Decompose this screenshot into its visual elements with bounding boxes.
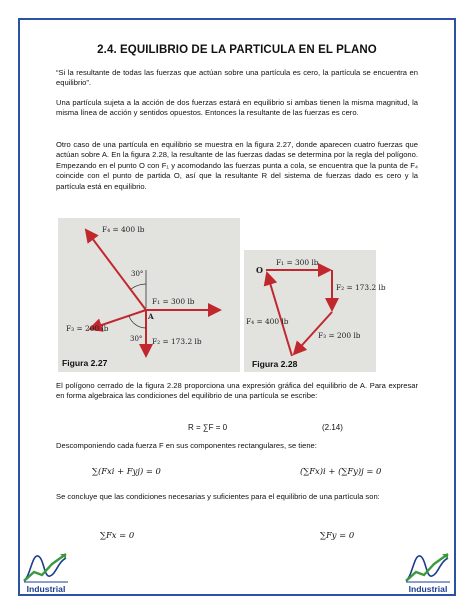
label-angle-top: 30° (131, 270, 144, 278)
section-title: 2.4. EQUILIBRIO DE LA PARTICULA EN EL PLANO (97, 44, 377, 56)
label-angle-bottom: 30° (130, 335, 143, 343)
polygon-label-f2: F₂ = 173.2 lb (336, 283, 386, 292)
logo-text-left: Industrial (26, 584, 66, 594)
polygon-label-f4: F₄ = 400 lb (246, 317, 289, 326)
chart-logo-icon (402, 548, 454, 584)
figure-2-28-caption: Figura 2.28 (252, 359, 298, 369)
angle-arc-bottom (129, 316, 146, 328)
polygon-label-f1: F₁ = 300 lb (276, 258, 319, 267)
figure-2-28 (244, 250, 386, 372)
label-f1: F₁ = 300 lb (152, 297, 195, 306)
label-f2: F₂ = 173.2 lb (152, 337, 202, 346)
equation-components-left: ∑(Fxi + Fyj) = 0 (92, 466, 161, 476)
industrial-logo-right (402, 548, 454, 594)
equation-main: R = ∑F = 0 (188, 423, 228, 432)
angle-arc-top (131, 284, 146, 289)
industrial-logo-left (20, 548, 72, 594)
chart-logo-icon (20, 548, 72, 584)
equation-components-right: (∑Fx)i + (∑Fy)j = 0 (300, 466, 382, 476)
polygon-label-f3: F₃ = 200 lb (318, 331, 361, 340)
label-point-a: A (148, 312, 154, 321)
label-origin-o: O (256, 265, 263, 275)
paragraph-figure-explanation: Otro caso de una partícula en equilibrio se muestra en la figura 2.27, donde aparecen cuatro fuerzas que actúan sobre A. En la figura 2.28, la resultante de las fuerzas dadas se determina por la regla del polígono. Empezando en el punto O con F₁ y acomodando las fuerzas punta a cola, se encuentra que la punta de F₄ coincide con el punto de partida O, así que la resultante R del sistema de fuerzas dado es cero y la partícula está en equilibrio. (56, 140, 418, 191)
equation-sum-fx: ∑Fx = 0 (100, 530, 135, 540)
equation-number: (2.14) (322, 423, 343, 432)
figure-2-27-diagram (58, 218, 240, 372)
paragraph-two-forces: Una partícula sujeta a la acción de dos fuerzas estará en equilibrio si ambas tienen la misma magnitud, la misma línea de acción y sentidos opuestos. Entonces la resultante de las fuerzas es cero. (56, 98, 418, 118)
equation-sum-fy: ∑Fy = 0 (320, 530, 355, 540)
figure-2-27-caption: Figura 2.27 (62, 358, 108, 368)
label-f4: F₄ = 400 lb (102, 225, 145, 234)
paragraph-definition: “Si la resultante de todas las fuerzas que actúan sobre una partícula es cero, la partícula se encuentra en equilibrio”. (56, 68, 418, 88)
paragraph-closed-polygon: El polígono cerrado de la figura 2.28 proporciona una expresión gráfica del equilibrio de A. Para expresar en forma algebraica las condiciones del equilibrio de una partícula se escribe: (56, 381, 418, 401)
label-f3: F₃ = 200 lb (66, 324, 109, 333)
figure-2-28-diagram (244, 250, 386, 372)
polygon-f4-arrow (267, 273, 292, 356)
paragraph-conclusion: Se concluye que las condiciones necesarias y suficientes para el equilibrio de una partícula son: (56, 492, 380, 501)
figure-2-27 (58, 218, 240, 372)
logo-text-right: Industrial (408, 584, 448, 594)
paragraph-decomposition: Descomponiendo cada fuerza F en sus componentes rectangulares, se tiene: (56, 441, 317, 450)
